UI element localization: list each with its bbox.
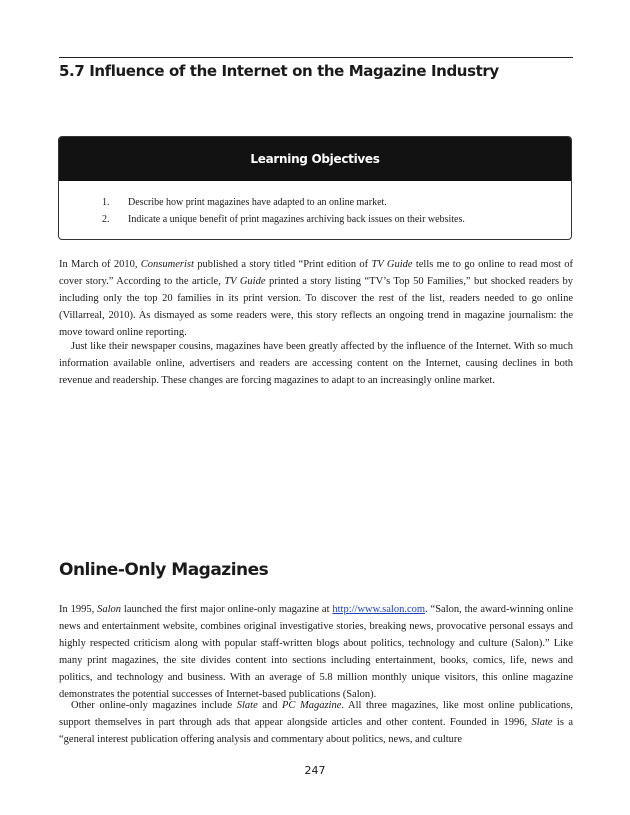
list-item-text: Describe how print magazines have adapted to an online market. bbox=[128, 197, 387, 208]
learning-objectives-list bbox=[59, 194, 571, 228]
publication-name: Consumerist bbox=[140, 259, 194, 270]
paragraph-salon: In 1995, Salon launched the first major online-only magazine at http://www.salon.com. “Salon, the award-winning online news and entertainment website, combines original investigative stories, breaking news, provocative personal essays and highly respected criticism along with popular staff-written blogs about politics, technology and culture (Salon).” Like many print magazines, the site divides content into sections including entertainment, books, comics, life, news and politics, and technology and business. With an average of 5.8 million monthly unique visitors, this online magazine demonstrates the potential successes of Internet-based publications (Salon). bbox=[59, 604, 574, 700]
list-item bbox=[59, 194, 571, 211]
paragraph-newspaper-cousins: Just like their newspaper cousins, magazines have been greatly affected by the influence of the Internet. With so much information available online, advertisers and readers are accessing content on the Internet, causing declines in both revenue and readership. These changes are forcing magazines to adapt to an increasingly online market. bbox=[59, 341, 573, 386]
list-item-number: 2. bbox=[102, 214, 110, 225]
heading-online-only-magazines: Online-Only Magazines bbox=[59, 560, 269, 580]
salon-link[interactable]: http://www.salon.com bbox=[332, 604, 426, 615]
publication-name: TV Guide bbox=[371, 259, 413, 270]
list-item-text: Indicate a unique benefit of print magazines archiving back issues on their websites. bbox=[128, 214, 465, 225]
learning-objectives-title: Learning Objectives bbox=[59, 137, 571, 181]
list-item-number: 1. bbox=[102, 197, 110, 208]
publication-name: PC Magazine bbox=[282, 700, 342, 711]
page-number: 247 bbox=[304, 764, 326, 777]
publication-name: Slate bbox=[236, 700, 258, 711]
list-item bbox=[59, 211, 571, 228]
paragraph-slate: Other online-only magazines include Slate and PC Magazine. All three magazines, like most online publications, support themselves in part through ads that appear alongside articles and other content. Founded in 1996, Slate is a “general interest publication offering analysis and commentary about politics, news, and culture bbox=[59, 700, 573, 745]
top-rule bbox=[59, 57, 573, 58]
paragraph-consumerist: In March of 2010, Consumerist published a story titled “Print edition of TV Guide tells me to go online to read most of cover story.” According to the article, TV Guide printed a story listing “TV’s Top 50 Families,” but shocked readers by including only the top 20 families in its print version. To discover the rest of the list, readers needed to go online (Villarreal, 2010). As dismayed as some readers were, this story reflects an ongoing trend in magazine journalism: the move toward online reporting. bbox=[59, 259, 574, 338]
learning-objectives-box bbox=[58, 136, 572, 240]
publication-name: Slate bbox=[531, 717, 553, 728]
section-title: 5.7 Influence of the Internet on the Magazine Industry bbox=[59, 62, 499, 80]
publication-name: TV Guide bbox=[224, 276, 266, 287]
publication-name: Salon bbox=[97, 604, 122, 615]
